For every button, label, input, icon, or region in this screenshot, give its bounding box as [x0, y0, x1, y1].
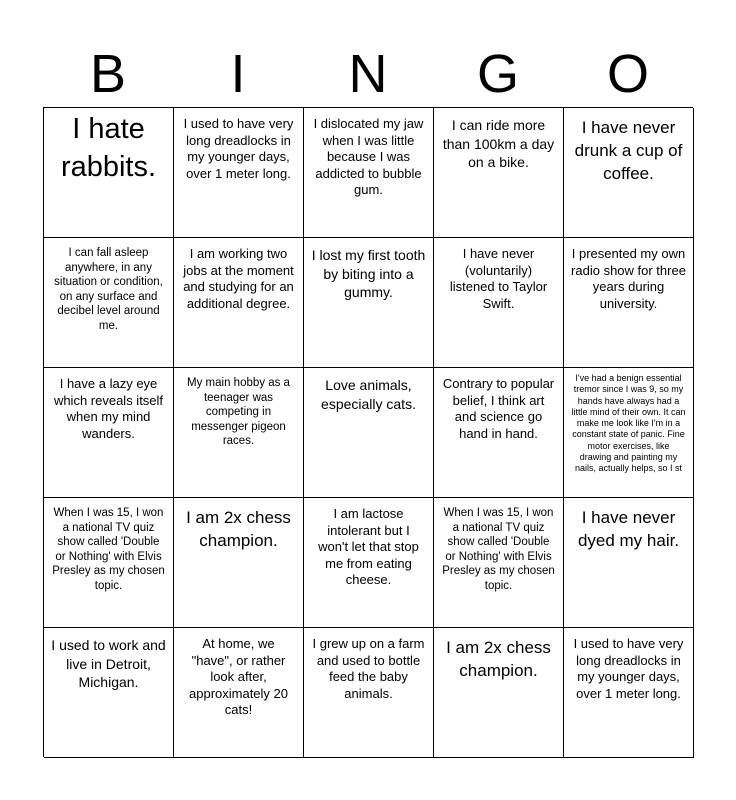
bingo-cell[interactable] [564, 368, 694, 498]
bingo-cell[interactable] [304, 498, 434, 628]
bingo-cell[interactable] [564, 498, 694, 628]
bingo-cell[interactable] [564, 108, 694, 238]
bingo-cell[interactable] [304, 628, 434, 758]
cell-text: I used to work and live in Detroit, Michigan. [51, 637, 166, 690]
cell-text: I have a lazy eye which reveals itself when my mind wanders. [53, 376, 164, 441]
bingo-cell[interactable] [44, 498, 174, 628]
bingo-header [43, 40, 693, 108]
cell-text: When I was 15, I won a national TV quiz show called 'Double or Nothing' with Elvis Presley as my chosen topic. [52, 507, 165, 592]
header-letter-g: G [476, 44, 519, 104]
bingo-cell[interactable] [434, 108, 564, 238]
cell-text: My main hobby as a teenager was competing in messenger pigeon races. [187, 377, 290, 447]
cell-text: I can ride more than 100km a day on a bike. [442, 117, 555, 170]
cell-text: I've had a benign essential tremor since I was 9, so my hands have always had a little mind of their own. It can make me look like I'm in a constant state of panic. Fine motor exercises, like drawing and painting my nails, actually helps, so I st [571, 373, 686, 474]
header-letter-b: B [89, 44, 127, 104]
bingo-cell[interactable] [564, 238, 694, 368]
cell-text: I am 2x chess champion. [446, 638, 551, 680]
cell-text: I presented my own radio show for three years during university. [571, 246, 686, 311]
header-letter-o: O [606, 44, 649, 104]
bingo-cell[interactable] [174, 238, 304, 368]
cell-text: I used to have very long dreadlocks in my younger days, over 1 meter long. [183, 116, 294, 181]
bingo-cell[interactable] [434, 238, 564, 368]
cell-text: When I was 15, I won a national TV quiz show called 'Double or Nothing' with Elvis Presley as my chosen topic. [442, 507, 555, 592]
bingo-cell[interactable] [44, 628, 174, 758]
cell-text: I lost my first tooth by biting into a gummy. [311, 247, 426, 300]
bingo-cell[interactable] [174, 368, 304, 498]
bingo-cell[interactable] [174, 498, 304, 628]
bingo-cell[interactable] [434, 498, 564, 628]
bingo-cell[interactable] [304, 238, 434, 368]
bingo-cell[interactable] [434, 368, 564, 498]
cell-text: I can fall asleep anywhere, in any situation or condition, on any surface and decibel level around me. [54, 247, 163, 332]
cell-text: I have never dyed my hair. [577, 508, 680, 550]
header-letter-i: I [230, 44, 246, 104]
bingo-cell[interactable] [564, 628, 694, 758]
bingo-cell[interactable] [434, 628, 564, 758]
bingo-cell[interactable] [304, 108, 434, 238]
bingo-cell[interactable] [174, 108, 304, 238]
bingo-grid [43, 107, 693, 757]
cell-text: Love animals, especially cats. [321, 377, 416, 412]
cell-text: I am working two jobs at the moment and studying for an additional degree. [183, 246, 294, 311]
cell-text: At home, we "have", or rather look after, approximately 20 cats! [189, 636, 288, 717]
cell-text: I am 2x chess champion. [186, 508, 291, 550]
bingo-cell[interactable] [304, 368, 434, 498]
cell-text: I dislocated my jaw when I was little because I was addicted to bubble gum. [313, 116, 424, 197]
bingo-cell[interactable] [174, 628, 304, 758]
bingo-cell[interactable] [44, 108, 174, 238]
cell-text: I have never drunk a cup of coffee. [574, 118, 683, 183]
cell-text: I used to have very long dreadlocks in my younger days, over 1 meter long. [573, 636, 684, 701]
header-letter-n: N [348, 44, 388, 104]
cell-text: I have never (voluntarily) listened to Taylor Swift. [449, 246, 548, 311]
cell-text: I hate rabbits. [60, 113, 157, 183]
cell-text: I grew up on a farm and used to bottle feed the baby animals. [312, 636, 425, 701]
bingo-cell[interactable] [44, 238, 174, 368]
cell-text: Contrary to popular belief, I think art and science go hand in hand. [442, 376, 555, 441]
cell-text: I am lactose intolerant but I won't let that stop me from eating cheese. [318, 506, 419, 587]
bingo-cell[interactable] [44, 368, 174, 498]
